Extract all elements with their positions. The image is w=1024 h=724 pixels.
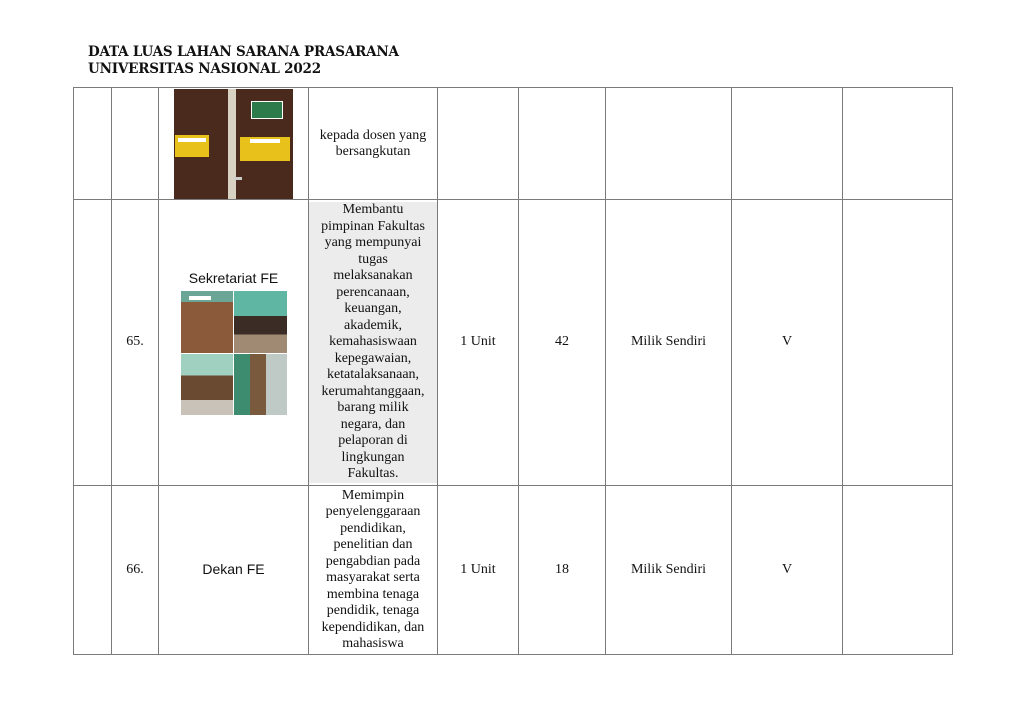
- door-photo: [174, 89, 293, 199]
- room-photo-cell: [159, 88, 309, 200]
- title-line-2: UNIVERSITAS NASIONAL 2022: [88, 61, 321, 77]
- area-cell: 42: [519, 200, 606, 486]
- extra-cell: [843, 486, 953, 655]
- quantity-cell: [438, 88, 519, 200]
- room-photo-collage: [181, 291, 287, 415]
- ownership-cell: Milik Sendiri: [606, 200, 732, 486]
- room-description: Memimpin penyelenggaraan pendidikan, penelitian dan pengabdian pada masyarakat serta membina tenaga pendidik, tenaga kependidikan, dan mahasiswa: [321, 487, 425, 651]
- table-row: [74, 88, 953, 200]
- extra-cell: [843, 200, 953, 486]
- blank-cell: [74, 88, 112, 200]
- row-number: 65.: [112, 200, 159, 486]
- area-cell: [519, 88, 606, 200]
- ownership-cell: Milik Sendiri: [606, 486, 732, 655]
- room-name-cell: [159, 200, 309, 486]
- table-row: [74, 200, 953, 486]
- blank-cell: [74, 200, 112, 486]
- title-line-1: DATA LUAS LAHAN SARANA PRASARANA: [88, 44, 399, 60]
- extra-cell: [843, 88, 953, 200]
- room-name: Sekretariat FE: [188, 269, 279, 286]
- description-cell: [309, 200, 438, 486]
- document-title: [88, 44, 399, 78]
- room-description: kepada dosen yang bersangkutan: [319, 127, 427, 159]
- room-name-cell: [159, 486, 309, 655]
- description-cell: [309, 486, 438, 655]
- description-cell: [309, 88, 438, 200]
- ownership-cell: [606, 88, 732, 200]
- check-cell: [732, 88, 843, 200]
- quantity-cell: 1 Unit: [438, 486, 519, 655]
- room-name: Dekan FE: [202, 560, 265, 577]
- row-number: 66.: [112, 486, 159, 655]
- check-cell: V: [732, 486, 843, 655]
- check-cell: V: [732, 200, 843, 486]
- facilities-table: [73, 87, 953, 655]
- quantity-cell: 1 Unit: [438, 200, 519, 486]
- table-row: [74, 486, 953, 655]
- area-cell: 18: [519, 486, 606, 655]
- row-number: [112, 88, 159, 200]
- blank-cell: [74, 486, 112, 655]
- room-description: Membantu pimpinan Fakultas yang mempunyai tugas melaksanakan perencanaan, keuangan, akademik, kemahasiswaan kepegawaian, ketatalaksanaan, kerumahtanggaan, barang milik negara, dan pelaporan di lingkungan Fakultas.: [309, 202, 437, 483]
